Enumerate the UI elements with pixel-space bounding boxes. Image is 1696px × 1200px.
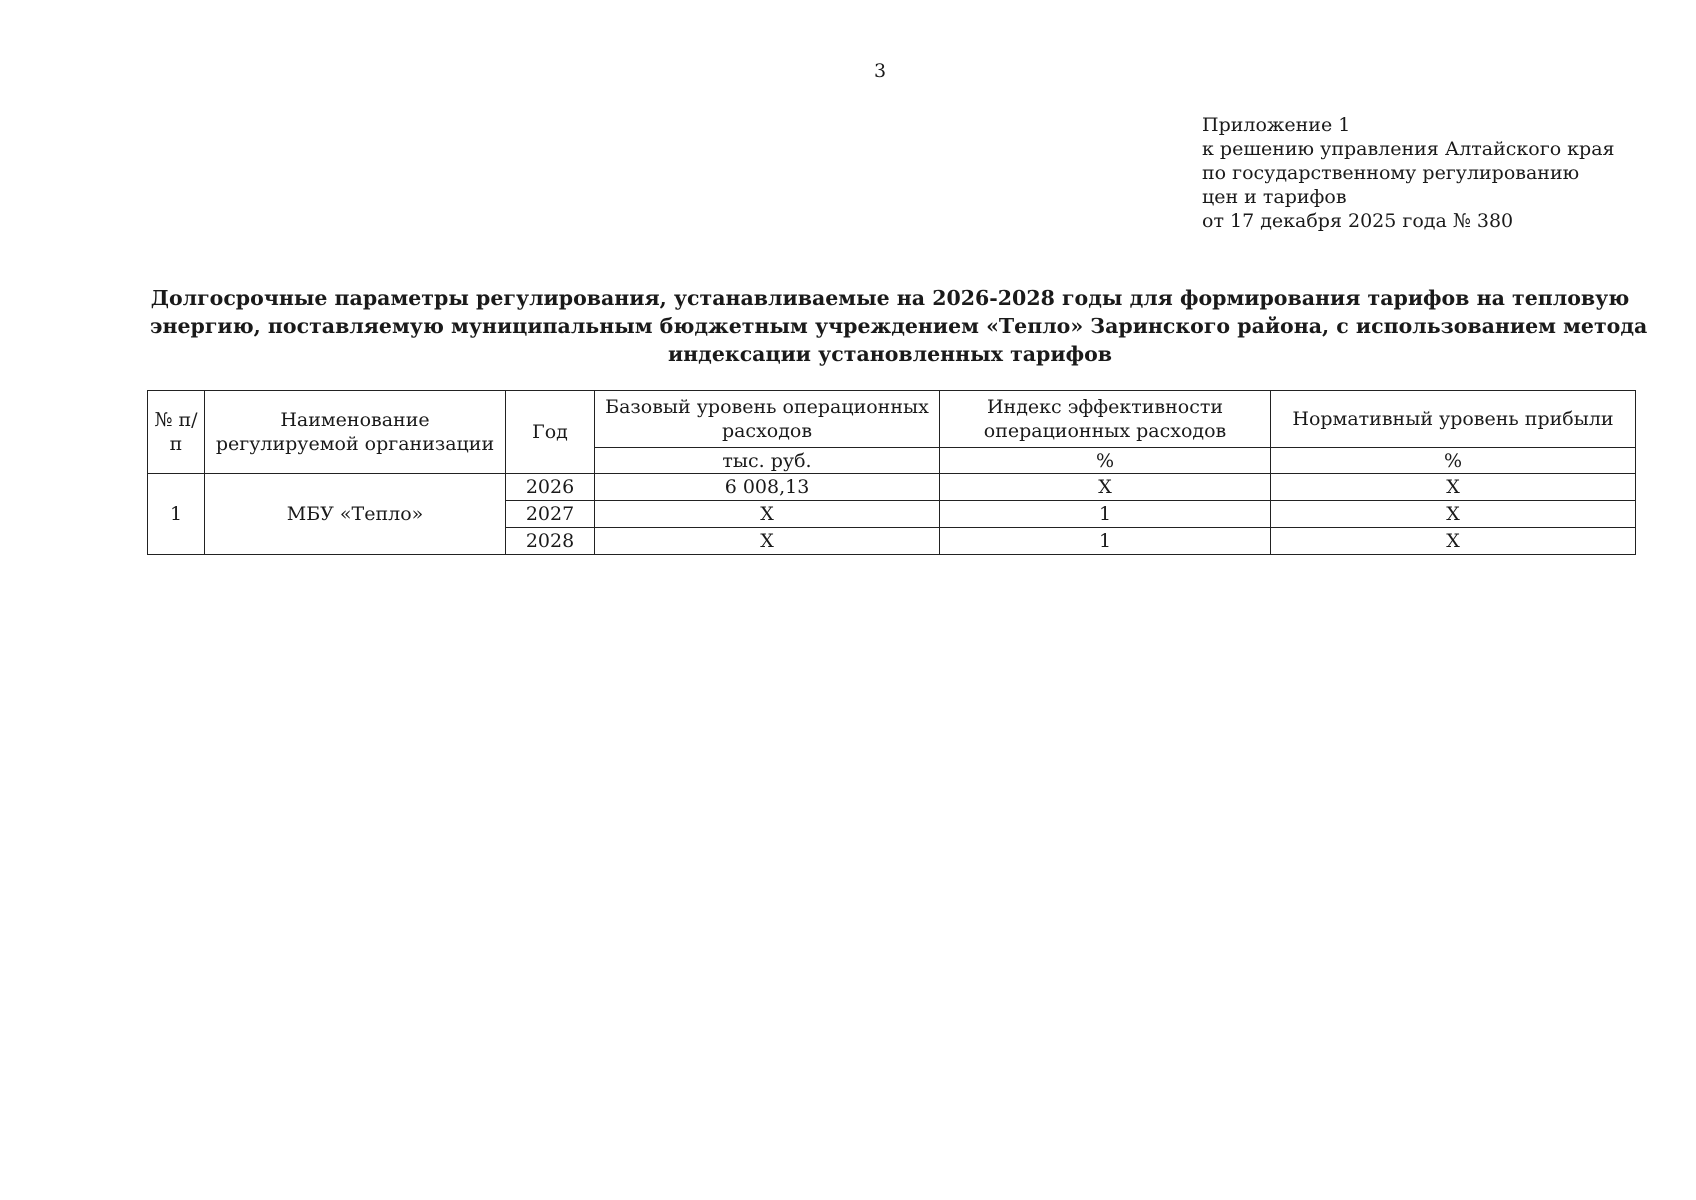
cell-base-costs: Х	[595, 501, 940, 528]
unit-efficiency-index: %	[940, 448, 1271, 474]
appendix-line: от 17 декабря 2025 года № 380	[1202, 210, 1514, 232]
appendix-note	[1202, 113, 1615, 233]
parameters-table	[147, 390, 1636, 555]
table-row	[148, 474, 1636, 501]
header-base-costs: Базовый уровень операционных расходов	[595, 391, 940, 448]
title-line: Долгосрочные параметры регулирования, устанавливаемые на 2026-2028 годы для формирования тарифов на тепловую	[150, 286, 1630, 310]
document-title	[150, 284, 1648, 368]
cell-profit-level: Х	[1271, 501, 1636, 528]
appendix-line: к решению управления Алтайского края	[1202, 138, 1615, 160]
appendix-line: цен и тарифов	[1202, 186, 1347, 208]
cell-num: 1	[148, 474, 205, 555]
title-line: энергию, поставляемую муниципальным бюджетным учреждением «Тепло» Заринского района, с использованием метода	[150, 314, 1648, 338]
unit-base-costs: тыс. руб.	[595, 448, 940, 474]
cell-base-costs: 6 008,13	[595, 474, 940, 501]
header-profit-level: Нормативный уровень прибыли	[1271, 391, 1636, 448]
cell-efficiency-index: Х	[940, 474, 1271, 501]
header-year: Год	[506, 391, 595, 474]
header-efficiency-index: Индекс эффективности операционных расходов	[940, 391, 1271, 448]
cell-year: 2027	[506, 501, 595, 528]
cell-efficiency-index: 1	[940, 501, 1271, 528]
header-num: № п/п	[148, 391, 205, 474]
page-number: 3	[873, 60, 887, 82]
cell-org: МБУ «Тепло»	[205, 474, 506, 555]
cell-profit-level: Х	[1271, 474, 1636, 501]
table-header-row	[148, 391, 1636, 448]
title-line: индексации установленных тарифов	[667, 342, 1113, 366]
cell-base-costs: Х	[595, 528, 940, 555]
appendix-line: Приложение 1	[1202, 114, 1351, 136]
cell-year: 2026	[506, 474, 595, 501]
cell-efficiency-index: 1	[940, 528, 1271, 555]
unit-profit-level: %	[1271, 448, 1636, 474]
appendix-line: по государственному регулированию	[1202, 162, 1580, 184]
header-org: Наименование регулируемой организации	[205, 391, 506, 474]
cell-year: 2028	[506, 528, 595, 555]
cell-profit-level: Х	[1271, 528, 1636, 555]
